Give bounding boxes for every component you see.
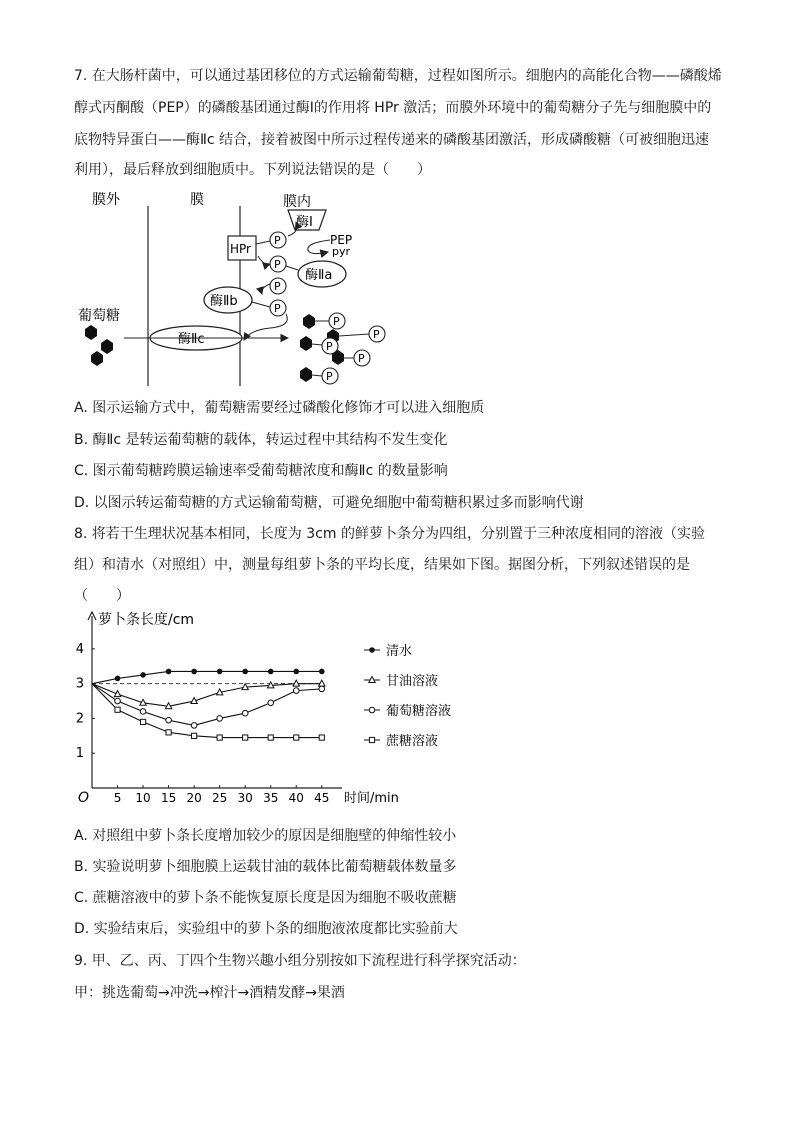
y-tick-label: 3 — [75, 676, 84, 692]
q7-diagram — [74, 188, 404, 388]
pep-label: PEP — [330, 233, 353, 247]
pep-arrow — [308, 240, 330, 254]
label-membrane: 膜 — [190, 192, 204, 208]
hpr-p-link — [256, 241, 270, 244]
data-point — [166, 730, 171, 735]
q7-line-2: 醇式丙酮酸（PEP）的磷酸基团通过酶Ⅰ的作用将 HPr 激活；而膜外环境中的葡萄糖分子先与细胞膜中的 — [74, 100, 712, 116]
phosphate-label: P — [274, 258, 281, 271]
q9-line-1: 9. 甲、乙、丙、丁四个生物兴趣小组分别按如下流程进行科学探究活动： — [74, 953, 526, 969]
phosphate-label: P — [326, 340, 333, 353]
glucose-molecule-icon — [300, 336, 312, 351]
x-tick-label: 35 — [263, 791, 279, 805]
data-point — [242, 710, 248, 716]
x-tick-label: 5 — [113, 791, 122, 805]
data-point — [293, 688, 299, 694]
x-tick-label: 40 — [288, 791, 304, 805]
x-tick-label: 25 — [212, 791, 228, 805]
enzyme1-label: 酶Ⅰ — [296, 215, 313, 230]
bond-line — [312, 344, 322, 345]
p-transfer-arrow-2 — [258, 256, 270, 264]
legend-marker — [369, 737, 374, 742]
q8-option-a: A. 对照组中萝卜条长度增加较少的原因是细胞壁的伸缩性较小 — [74, 828, 457, 844]
label-inside: 膜内 — [283, 194, 311, 210]
legend-label: 葡萄糖溶液 — [386, 704, 452, 719]
data-point — [140, 719, 145, 724]
glucose-phosphate-pair — [303, 313, 345, 329]
p-transfer-arrow-3 — [262, 284, 270, 294]
q8-line-2: 组）和清水（对照组）中，测量每组萝卜条的平均长度，结果如下图。据图分析，下列叙述错误的是 — [74, 557, 690, 573]
data-point — [243, 735, 248, 740]
hpr-label: HPr — [230, 242, 251, 256]
data-point — [242, 669, 248, 675]
glucose-phosphate-pair — [332, 350, 370, 366]
phosphate-label: P — [274, 302, 281, 315]
data-point — [268, 669, 274, 675]
enzyme2a-label: 酶Ⅱa — [305, 268, 333, 283]
data-point — [319, 669, 325, 675]
x-tick-label: 30 — [237, 791, 253, 805]
data-point — [319, 686, 325, 692]
x-tick-label: 45 — [314, 791, 330, 805]
data-point — [268, 735, 273, 740]
data-point — [115, 707, 120, 712]
legend-marker — [369, 707, 375, 713]
q7-line-3: 底物特异蛋白——酶Ⅱc 结合，接着被图中所示过程传递来的磷酸基团激活，形成磷酸糖（可被细胞迅速 — [74, 132, 710, 148]
legend-label: 清水 — [386, 644, 413, 659]
q8-line-chart — [74, 610, 474, 814]
p-transfer-arrow-4 — [244, 314, 287, 340]
data-point — [140, 672, 146, 678]
phosphate-label: P — [274, 280, 281, 293]
data-point — [268, 700, 274, 706]
data-point — [294, 735, 299, 740]
label-outside: 膜外 — [92, 192, 120, 208]
data-point — [293, 669, 299, 675]
q8-option-b: B. 实验说明萝卜细胞膜上运载甘油的载体比葡萄糖载体数量多 — [74, 859, 457, 875]
q8-option-d: D. 实验结束后，实验组中的萝卜条的细胞液浓度都比实验前大 — [74, 921, 458, 937]
data-point — [191, 669, 197, 675]
y-axis-label: 萝卜条长度/cm — [98, 612, 195, 628]
enzyme2b-label: 酶Ⅱb — [210, 294, 238, 309]
q7-line-1: 7. 在大肠杆菌中，可以通过基团移位的方式运输葡萄糖，过程如图所示。细胞内的高能化合物——磷酸烯 — [74, 68, 722, 84]
legend-marker — [369, 647, 375, 653]
data-point — [115, 698, 121, 704]
data-point — [192, 733, 197, 738]
q7-option-a: A. 图示运输方式中，葡萄糖需要经过磷酸化修饰才可以进入细胞质 — [74, 400, 485, 416]
data-point — [217, 735, 222, 740]
glucose-phosphate-pair — [300, 367, 338, 384]
glucose-molecule-icon — [303, 314, 315, 329]
glucose-molecule-icon — [91, 351, 103, 366]
glucose-molecule-icon — [300, 367, 312, 382]
q7-option-d: D. 以图示转运葡萄糖的方式运输葡萄糖，可避免细胞中葡萄糖积累过多而影响代谢 — [74, 495, 584, 511]
legend-label: 蔗糖溶液 — [386, 734, 439, 749]
origin-label: O — [78, 790, 90, 806]
x-tick-label: 20 — [186, 791, 202, 805]
q7-option-b: B. 酶Ⅱc 是转运葡萄糖的载体，转运过程中其结构不发生变化 — [74, 432, 448, 448]
data-point — [217, 669, 223, 675]
series-line — [92, 684, 322, 726]
legend-label: 甘油溶液 — [386, 674, 439, 689]
glucose-phosphate-pair — [300, 336, 338, 354]
glucose-molecule-icon — [85, 325, 97, 340]
glucose-label: 葡萄糖 — [78, 308, 120, 324]
q7-option-c: C. 图示葡萄糖跨膜运输速率受葡萄糖浓度和酶Ⅱc 的数量影响 — [74, 463, 448, 479]
y-tick-label: 4 — [75, 641, 84, 657]
phosphate-label: P — [274, 234, 281, 247]
phosphate-label: P — [373, 328, 380, 341]
data-point — [166, 717, 172, 723]
series-line — [92, 684, 322, 738]
series-line — [92, 671, 322, 683]
data-point — [319, 735, 324, 740]
q7-line-4: 利用），最后释放到细胞质中。下列说法错误的是（ ） — [74, 162, 431, 178]
bond-line — [339, 334, 369, 336]
enzyme2b-p-link — [252, 302, 270, 307]
data-point — [217, 716, 223, 722]
x-tick-label: 15 — [160, 791, 177, 805]
x-axis-label: 时间/min — [344, 791, 399, 806]
data-point — [166, 669, 172, 675]
phosphate-label: P — [358, 352, 365, 365]
q8-line-3: （ ） — [74, 588, 130, 604]
q8-line-1: 8. 将若干生理状况基本相同，长度为 3cm 的鲜萝卜条分为四组，分别置于三种浓度相同的溶液（实验 — [74, 526, 705, 542]
y-tick-label: 1 — [75, 746, 84, 762]
data-point — [115, 676, 121, 682]
data-point — [140, 709, 146, 715]
phosphate-label: P — [326, 370, 333, 383]
q8-option-c: C. 蔗糖溶液中的萝卜条不能恢复原长度是因为细胞不吸收蔗糖 — [74, 890, 457, 906]
y-tick-label: 2 — [75, 711, 84, 727]
enzyme2c-label: 酶Ⅱc — [178, 332, 205, 347]
bond-line — [312, 375, 322, 376]
data-point — [191, 723, 197, 729]
x-tick-label: 10 — [135, 791, 151, 805]
pyr-label: pyr — [332, 245, 351, 258]
enzyme2a-p-link — [286, 266, 298, 270]
glucose-molecule-icon — [101, 339, 113, 354]
phosphate-label: P — [333, 315, 340, 328]
q9-line-2: 甲：挑选葡萄→冲洗→榨汁→酒精发酵→果酒 — [74, 985, 345, 1001]
